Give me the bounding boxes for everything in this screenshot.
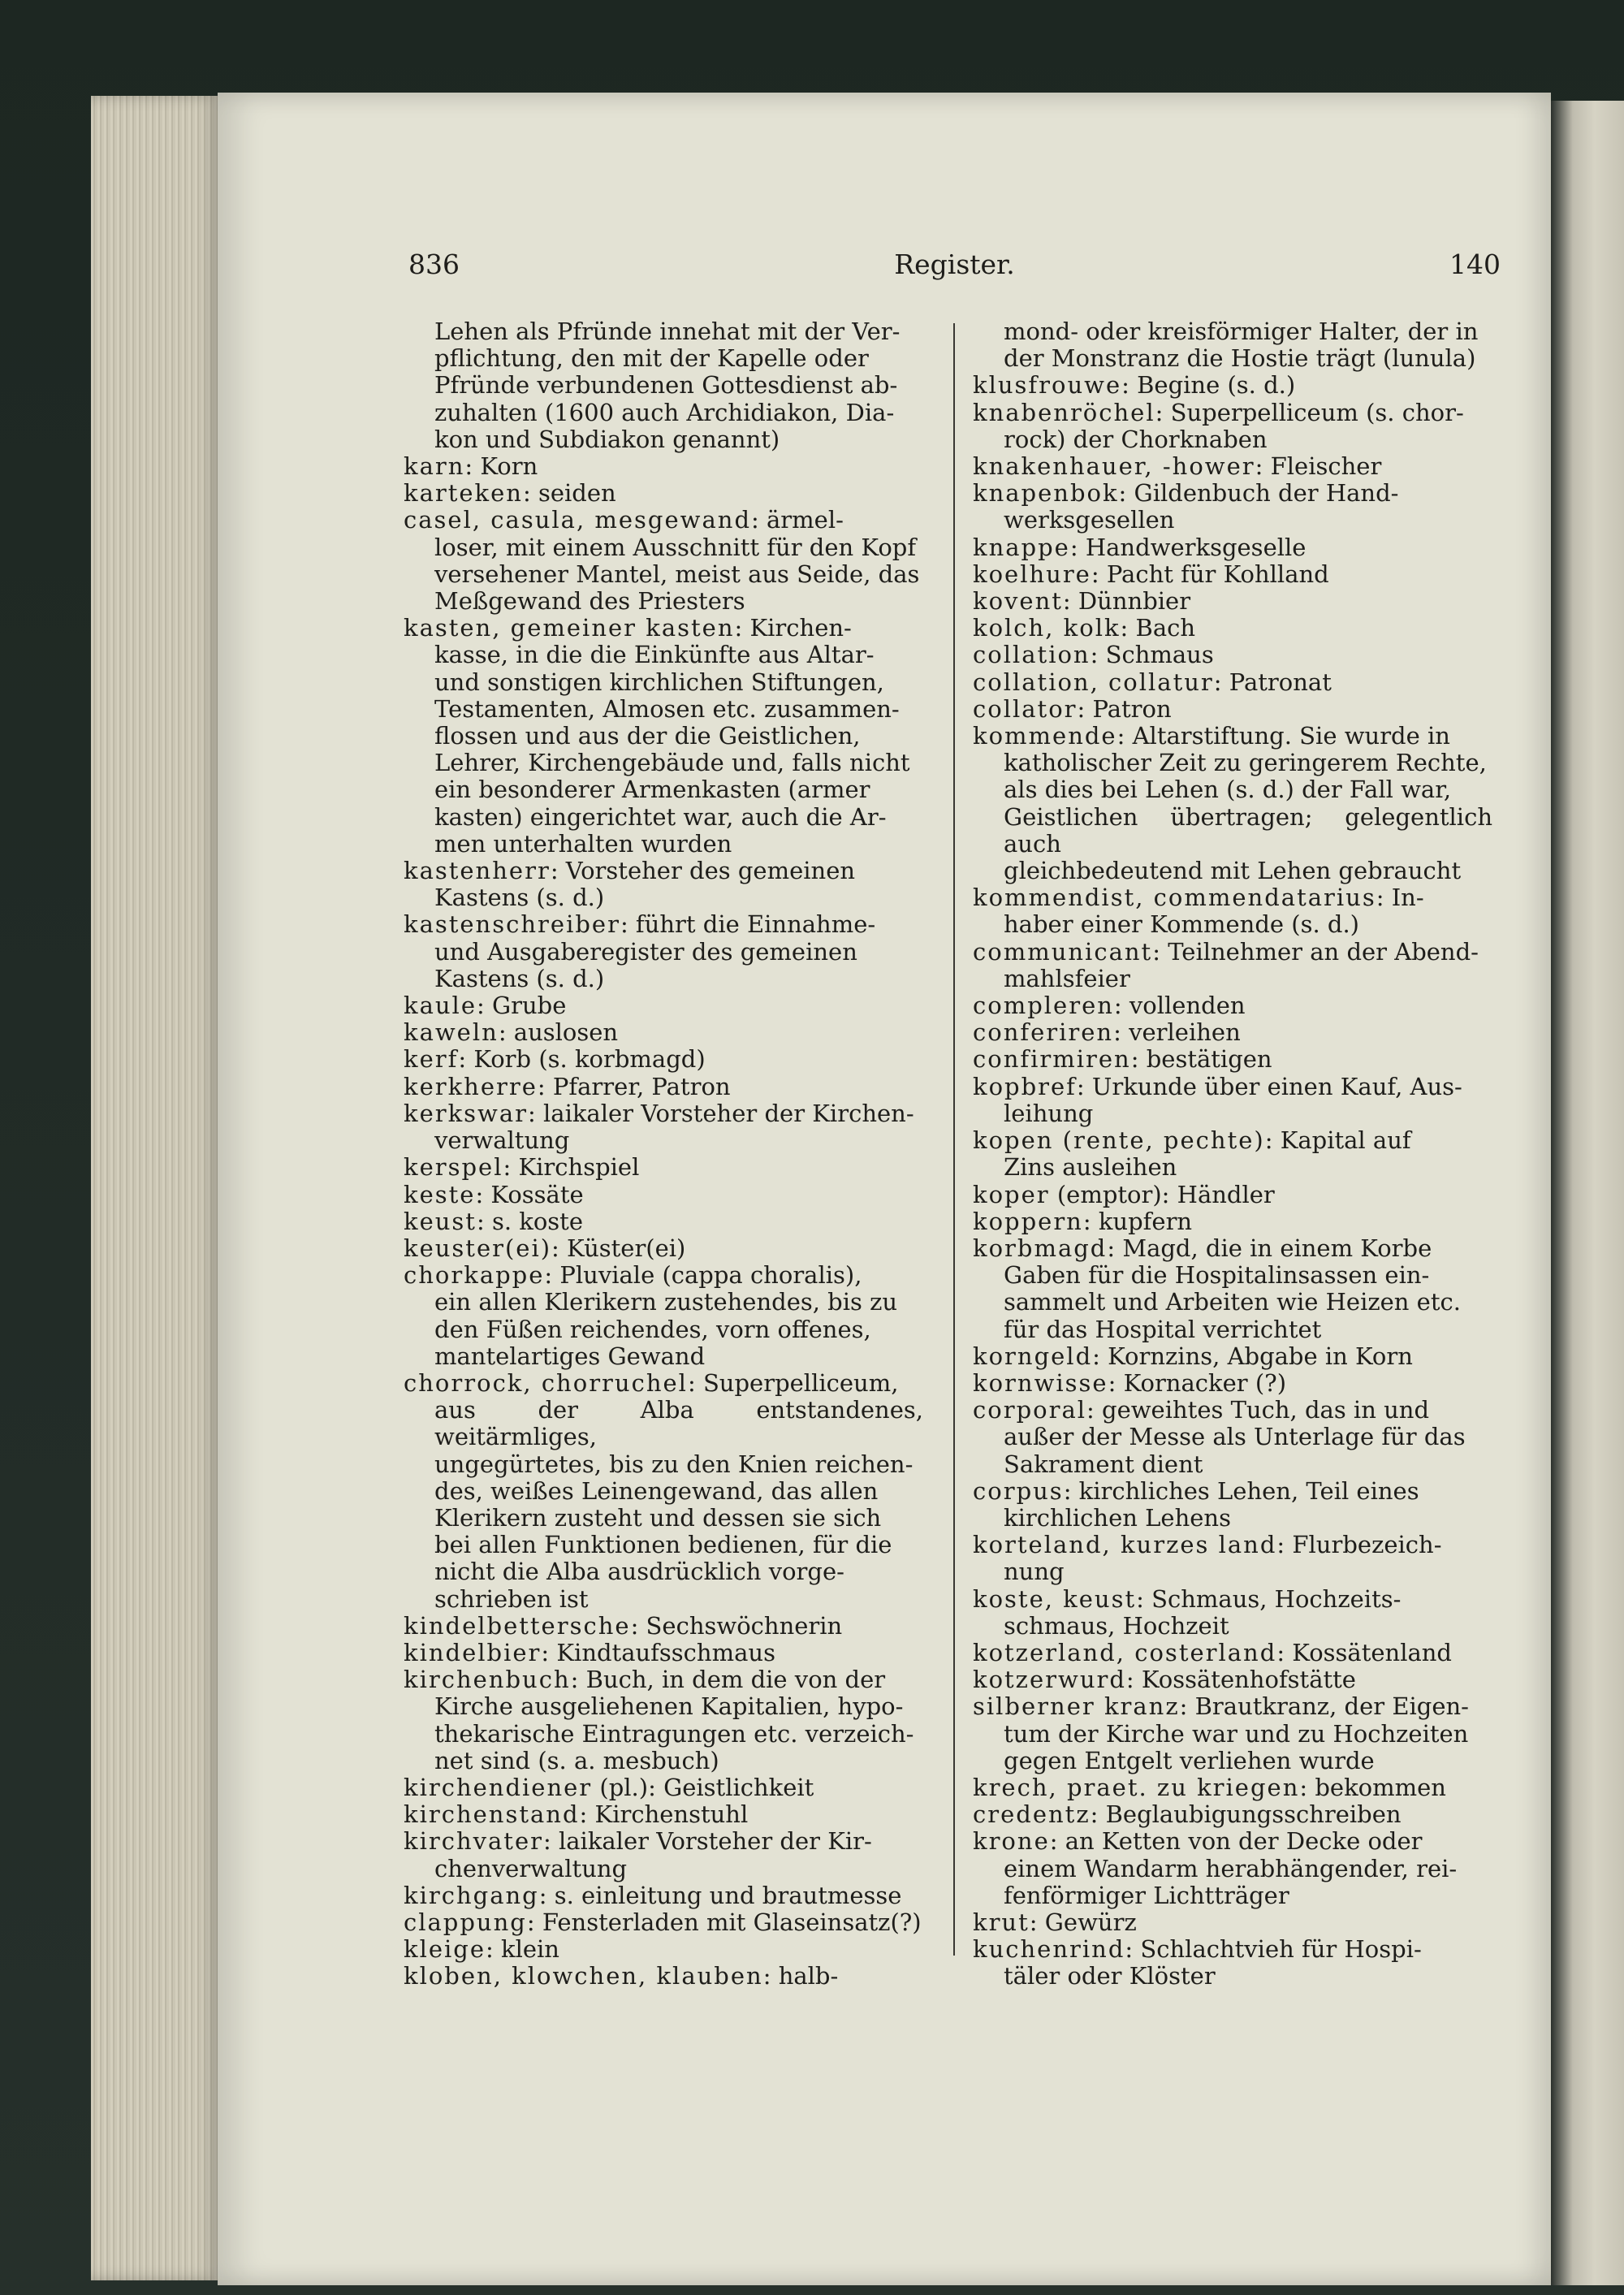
glossary-entry [973,1532,1492,1585]
entry-definition: : vollenden [1113,992,1246,1020]
entry-definition: : Schmaus [1090,641,1214,669]
entry-definition: : Schmaus, Hochzeits- schmaus, Hochzeit [1004,1584,1402,1640]
entry-term: korteland, kurzes land [973,1531,1277,1559]
entry-term: kovent [973,587,1063,616]
entry-definition: : Kossäte [475,1180,584,1208]
entry-term: kommende [973,722,1117,750]
entry-definition: : führt die Einnahme- und Ausgaberegister des gemeinen Kastens (s. d.) [434,910,876,992]
entry-term: kleige [404,1935,486,1964]
glossary-entry [404,1666,923,1774]
glossary-entry [404,318,923,453]
entry-term: corporal [973,1396,1087,1424]
page-title: Register. [894,249,1015,280]
entry-term: keust [404,1207,477,1235]
glossary-entry [404,1801,923,1828]
entry-term: kindelbier [404,1638,542,1666]
entry-definition: : Teilnehmer an der Abend- mahlsfeier [1004,937,1479,992]
entry-definition: : In- haber einer Kommende (s. d.) [1004,884,1424,939]
entry-term: kotzerwurd [973,1666,1126,1694]
entry-term: koelhure [973,560,1091,588]
glossary-entry [404,1828,923,1882]
entry-definition: Lehen als Pfründe innehat mit der Ver- pflichtung, den mit der Kapelle oder Pfründe verbundenen Gottesdienst ab- zuhalten (1600 auch Archidiakon, Dia- kon und Subdiakon genannt) [434,318,901,453]
entry-definition: : Kapital auf Zins ausleihen [1004,1126,1411,1182]
glossary-entry [973,884,1492,938]
entry-term: compleren [973,992,1114,1020]
glossary-entry [973,400,1492,453]
glossary-entry [404,1019,923,1046]
entry-definition: : Schlachtvieh für Hospi- täler oder Klöster [1004,1935,1422,1990]
entry-term: kommendist, commendatarius [973,884,1376,912]
entry-term: silberner kranz [973,1692,1180,1721]
entry-term: kopbref [973,1072,1077,1100]
glossary-entry [404,1182,923,1208]
glossary-entry [973,1828,1492,1909]
glossary-entry [404,1936,923,1963]
glossary-entry [973,561,1492,588]
glossary-entry [973,1208,1492,1235]
entry-definition: : Grube [476,992,567,1020]
entry-definition: : halb- [762,1962,839,1990]
glossary-entry [404,615,923,858]
entry-definition: : Begine (s. d.) [1121,371,1296,400]
glossary-entry [973,642,1492,668]
glossary-entry [973,1693,1492,1774]
entry-term: clappung [404,1908,527,1936]
glossary-entry [973,1666,1492,1693]
entry-term: knabenröchel [973,398,1155,426]
entry-definition: : Altarstiftung. Sie wurde in katholischer Zeit zu geringerem Rechte, als dies bei Lehen (s. d.) der Fall war, Geistlichen übertragen; gelegentlich auch gleichbedeutend mit Lehen gebraucht [1004,722,1492,885]
entry-term: collation [973,641,1091,669]
glossary-entry [404,858,923,911]
entry-definition: mond- oder kreisförmiger Halter, der in der Monstranz die Hostie trägt (lunula) [1004,318,1479,373]
glossary-entry [973,372,1492,399]
entry-definition: : Pfarrer, Patron [537,1072,731,1100]
glossary-entry [973,1046,1492,1073]
left-column [404,318,923,1990]
entry-term: kirchgang [404,1881,539,1909]
entry-term: collator [973,694,1078,723]
glossary-entry [404,1774,923,1801]
entry-term: kerkherre [404,1072,538,1100]
entry-term: klusfrouwe [973,371,1122,400]
page-number-left: 836 [408,249,460,280]
entry-definition: : Patron [1077,694,1172,723]
glossary-entry [404,1046,923,1073]
entry-definition: : Brautkranz, der Eigen- tum der Kirche war und zu Hochzeiten gegen Entgelt verliehen wurde [1004,1692,1469,1774]
glossary-entry [973,1127,1492,1181]
glossary-entry [973,1235,1492,1343]
glossary-entry [404,1882,923,1909]
entry-definition: : Kindtaufsschmaus [541,1638,775,1666]
glossary-entry [973,1909,1492,1936]
entry-term: krut [973,1908,1030,1936]
entry-definition: : ärmel- loser, mit einem Ausschnitt für den Kopf versehener Mantel, meist aus Seide, das Meßgewand des Priesters [434,506,920,616]
entry-definition: : Gewürz [1029,1908,1137,1936]
entry-definition: : s. koste [476,1207,583,1235]
entry-term: kerkswar [404,1099,529,1127]
entry-term: kornwisse [973,1368,1108,1397]
entry-definition: : Bach [1120,614,1196,642]
entry-term: kopen (rente, pechte) [973,1126,1265,1155]
glossary-entry [973,1478,1492,1532]
glossary-entry [404,1208,923,1235]
entry-definition: : Kossätenland [1276,1638,1452,1666]
glossary-entry [973,1586,1492,1640]
next-page-edge [1551,101,1624,2285]
entry-term: karn [404,452,465,481]
glossary-entry [404,1963,923,1990]
entry-term: confirmiren [973,1045,1131,1074]
entry-term: korngeld [973,1342,1093,1370]
entry-term: chorrock, chorruchel [404,1368,688,1397]
glossary-entry [973,1074,1492,1127]
glossary-entry [973,1774,1492,1801]
entry-term: kerf [404,1045,459,1074]
glossary-entry [973,1936,1492,1990]
glossary-entry [404,1235,923,1262]
glossary-entry [404,453,923,480]
glossary-entry [973,1801,1492,1828]
entry-term: koper [973,1180,1050,1208]
glossary-entry [973,588,1492,615]
entry-definition: : Kirchen- kasse, in die die Einkünfte aus Altar- und sonstigen kirchlichen Stiftungen, Testamenten, Almosen etc. zusammen- flossen und aus der die Geistlichen, Lehrer, Kirchengebäude und, falls nicht ein besonderer Armenkasten (armer kasten) eingerichtet war, auch die Ar- men unterhalten wurden [434,614,910,858]
entry-term: kirchenbuch [404,1666,571,1694]
entry-definition: : Kirchspiel [503,1153,640,1182]
entry-term: kirchendiener [404,1773,593,1801]
entry-term: krech, praet. zu kriegen [973,1773,1300,1801]
entry-definition: : klein [486,1935,559,1964]
entry-term: chorkappe [404,1261,545,1290]
entry-definition: : auslosen [498,1018,619,1047]
entry-definition: : laikaler Vorsteher der Kir- chenverwaltung [434,1827,872,1882]
entry-term: kolch, kolk [973,614,1121,642]
glossary-entry [973,1397,1492,1478]
entry-definition: : Magd, die in einem Korbe Gaben für die Hospitalinsassen ein- sammelt und Arbeiten wie Heizen etc. für das Hospital verrichtet [1004,1234,1461,1343]
entry-definition: : verleihen [1113,1018,1241,1047]
entry-term: kaule [404,992,477,1020]
entry-definition: : Flurbezeich- nung [1004,1531,1442,1586]
entry-definition: : Fensterladen mit Glaseinsatz(?) [526,1908,922,1936]
column-divider [953,323,955,1956]
glossary-entry [973,696,1492,723]
entry-definition: : Pluviale (cappa choralis), ein allen Klerikern zustehendes, bis zu den Füßen reichendes, vorn offenes, mantelartiges Gewand [434,1261,898,1370]
entry-term: kloben, klowchen, klauben [404,1962,763,1990]
glossary-entry [973,453,1492,480]
entry-definition: (emptor): Händler [1049,1180,1275,1208]
glossary-entry [973,1019,1492,1046]
glossary-entry [973,669,1492,696]
glossary-entry [404,992,923,1019]
entry-term: communicant [973,937,1153,966]
entry-definition: : Kornzins, Abgabe in Korn [1092,1342,1413,1370]
entry-term: kirchenstand [404,1800,580,1829]
glossary-entry [973,1370,1492,1397]
entry-term: kuchenrind [973,1935,1125,1964]
page-number-right: 140 [1449,249,1501,280]
entry-term: kindelbettersche [404,1611,631,1640]
entry-term: kaweln [404,1018,499,1047]
entry-term: kotzerland, costerland [973,1638,1277,1666]
entry-definition: : Handwerksgeselle [1069,533,1307,561]
entry-definition: : seiden [522,479,616,508]
entry-term: credentz [973,1800,1091,1829]
glossary-entry [404,911,923,992]
entry-definition: : Fleischer [1255,452,1382,481]
page-header [408,249,1501,287]
entry-term: korbmagd [973,1234,1108,1262]
glossary-entry [404,1154,923,1181]
entry-definition: : Gildenbuch der Hand- werksgesellen [1004,479,1399,534]
entry-definition: (pl.): Geistlichkeit [592,1773,814,1801]
entry-definition: : Pacht für Kohlland [1091,560,1329,588]
entry-definition: : kupfern [1082,1207,1193,1235]
entry-term: kasten, gemeiner kasten [404,614,735,642]
glossary-entry [973,1640,1492,1666]
glossary-entry [404,1640,923,1666]
entry-term: knapenbok [973,479,1119,508]
entry-definition: : Kossätenhofstätte [1125,1666,1356,1694]
entry-definition: : Küster(ei) [551,1234,686,1262]
glossary-entry [404,480,923,507]
right-column [973,318,1492,1990]
entry-term: keuster(ei) [404,1234,552,1262]
glossary-entry [973,318,1492,372]
entry-definition: : geweihtes Tuch, das in und außer der Messe als Unterlage für das Sakrament dient [1004,1396,1466,1478]
entry-definition: : Kornacker (?) [1108,1368,1287,1397]
entry-definition: : Beglaubigungsschreiben [1090,1800,1402,1829]
glossary-entry [973,723,1492,884]
entry-term: knappe [973,533,1070,561]
entry-definition: : Patronat [1213,668,1332,696]
glossary-entry [973,615,1492,642]
entry-definition: : Vorsteher des gemeinen Kastens (s. d.) [434,857,856,912]
glossary-entry [973,1343,1492,1370]
entry-definition: : Korb (s. korbmagd) [458,1045,706,1074]
entry-definition: : bekommen [1299,1773,1446,1801]
glossary-entry [404,1370,923,1613]
entry-term: conferiren [973,1018,1114,1047]
entry-definition: : Urkunde über einen Kauf, Aus- leihung [1004,1072,1462,1127]
entry-definition: : bestätigen [1130,1045,1272,1074]
entry-term: koppern [973,1207,1083,1235]
entry-definition: : s. einleitung und brautmesse [538,1881,902,1909]
entry-definition: : Superpelliceum (s. chor- rock) der Chorknaben [1004,398,1464,453]
glossary-entry [404,1613,923,1640]
glossary-entry [973,480,1492,534]
entry-definition: : Sechswöchnerin [630,1611,843,1640]
entry-definition: : Dünnbier [1062,587,1191,616]
entry-term: kirchvater [404,1827,543,1856]
entry-term: casel, casula, mesgewand [404,506,752,534]
entry-definition: : an Ketten von der Decke oder einem Wandarm herabhängender, rei- fenförmiger Lichtträger [1004,1827,1458,1909]
entry-term: keste [404,1180,476,1208]
glossary-entry [973,534,1492,561]
glossary-entry [973,939,1492,992]
entry-term: koste, keust [973,1584,1137,1613]
entry-definition: : kirchliches Lehen, Teil eines kirchlichen Lehens [1004,1476,1419,1532]
entry-definition: : laikaler Vorsteher der Kirchen- verwaltung [434,1099,914,1155]
glossary-entry [973,1182,1492,1208]
entry-definition: : Korn [464,452,538,481]
entry-term: kerspel [404,1153,503,1182]
entry-term: collation, collatur [973,668,1214,696]
page-stack-edge [91,96,221,2280]
glossary-entry [404,1100,923,1154]
entry-definition: : Buch, in dem die von der Kirche ausgeliehenen Kapitalien, hypo- thekarische Eintragungen etc. verzeich- net sind (s. a. mesbuch) [434,1666,914,1774]
entry-term: karteken [404,479,523,508]
entry-term: corpus [973,1476,1064,1505]
glossary-entry [404,1909,923,1936]
glossary-entry [404,507,923,615]
entry-term: kastenherr [404,857,551,885]
glossary-entry [973,992,1492,1019]
glossary-entry [404,1074,923,1100]
entry-term: krone [973,1827,1050,1856]
entry-definition: : Superpelliceum, aus der Alba entstandenes, weitärmliges, ungegürtetes, bis zu den Knien reichen- des, weißes Leinengewand, das allen Klerikern zusteht und dessen sie sich bei allen Funktionen bedienen, für die nicht die Alba ausdrücklich vorge- schrieben ist [434,1368,923,1613]
entry-term: kastenschreiber [404,910,620,939]
entry-definition: : Kirchenstuhl [579,1800,749,1829]
glossary-entry [404,1262,923,1370]
entry-term: knakenhauer, -hower [973,452,1255,481]
